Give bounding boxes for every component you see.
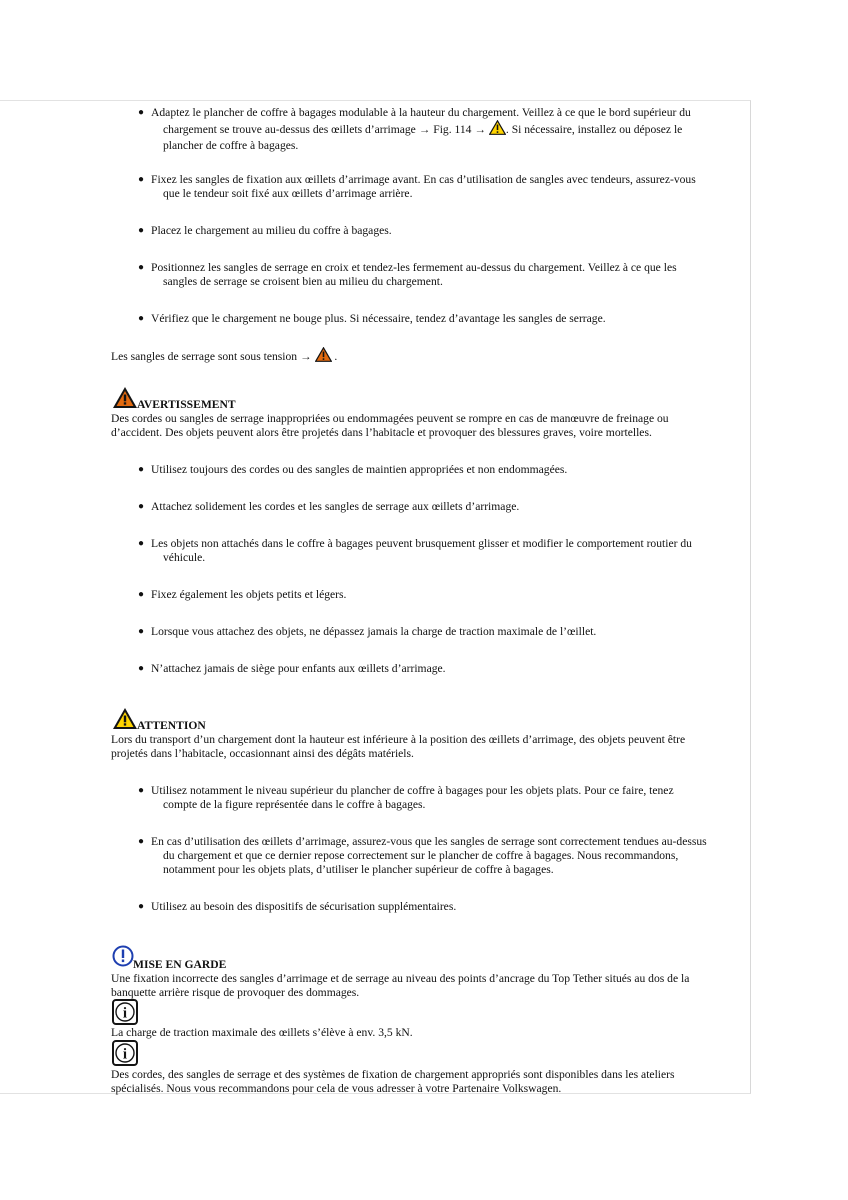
item-text: notamment pour les objets plats, d’utiliser le plancher supérieur de coffre à bagages. (163, 863, 554, 876)
warning-triangle-icon[interactable] (489, 120, 506, 139)
item-text: Vérifiez que le chargement ne bouge plus. Si nécessaire, tendez d’avantage les sangles de serrage. (151, 312, 606, 325)
paragraph-text: projetés dans l’habitacle, occasionnant ainsi des dégâts matériels. (111, 747, 414, 760)
info-icon (112, 1040, 138, 1066)
notice-paragraph (111, 972, 736, 1000)
info-icon (112, 999, 138, 1025)
item-text: Lorsque vous attachez des objets, ne dépassez jamais la charge de traction maximale de l’œillet. (151, 625, 597, 638)
section-heading: MISE EN GARDE (133, 958, 227, 971)
arrow: → (300, 350, 312, 363)
item-text: chargement se trouve au-dessus des œillets d’arrimage (163, 123, 416, 136)
item-text: sangles de serrage se croisent bien au milieu du chargement. (163, 275, 443, 288)
warning-icon (112, 386, 138, 413)
item-text: véhicule. (163, 551, 206, 564)
item-text: Utilisez au besoin des dispositifs de sécurisation supplémentaires. (151, 900, 457, 913)
paragraph-text: banquette arrière risque de provoquer des dommages. (111, 986, 360, 999)
item-text: plancher de coffre à bagages. (163, 139, 299, 152)
bullet: ● (138, 225, 145, 236)
arrow: → (474, 123, 486, 136)
item-text: compte de la figure représentée dans le coffre à bagages. (163, 798, 426, 811)
bullet: ● (138, 785, 145, 796)
bullet: ● (138, 262, 145, 273)
paragraph-text: d’accident. Des objets peuvent alors être projetés dans l’habitacle et provoquer des blessures graves, voire mortelles. (111, 426, 652, 439)
bullet: ● (138, 313, 145, 324)
paragraph-text: Les sangles de serrage sont sous tension (111, 350, 298, 363)
caution-icon (112, 707, 138, 734)
section-heading: ATTENTION (137, 719, 206, 732)
bullet: ● (138, 464, 145, 475)
item-text: du chargement et que ce dernier repose correctement sur le plancher de coffre à bagages. Nous recommandons, (163, 849, 679, 862)
figure-link[interactable]: Fig. 114 (433, 123, 472, 136)
item-text: Attachez solidement les cordes et les sangles de serrage aux œillets d’arrimage. (151, 500, 520, 513)
item-text: Utilisez notamment le niveau supérieur du plancher de coffre à bagages pour les objets plats. Pour ce faire, tenez (151, 784, 674, 797)
warning-triangle-icon[interactable] (315, 347, 332, 366)
info-letter: i (122, 1005, 128, 1022)
paragraph-text: Une fixation incorrecte des sangles d’arrimage et de serrage au niveau des points d’ancrage du Top Tether situés au dos de la (111, 972, 690, 985)
bullet: ● (138, 589, 145, 600)
item-text: Fixez également les objets petits et légers. (151, 588, 347, 601)
bullet: ● (138, 107, 145, 118)
warning-paragraph (111, 412, 736, 440)
bullet: ● (138, 836, 145, 847)
info-paragraph (111, 1068, 736, 1096)
bullet: ● (138, 501, 145, 512)
bullet: ● (138, 538, 145, 549)
paragraph-text: . (334, 350, 338, 363)
item-text: Adaptez le plancher de coffre à bagages modulable à la hauteur du chargement. Veillez à ce que le bord supérieur du (151, 106, 691, 119)
item-text: . Si nécessaire, installez ou déposez le (505, 123, 683, 136)
bullet: ● (138, 901, 145, 912)
item-text: Placez le chargement au milieu du coffre à bagages. (151, 224, 392, 237)
info-paragraph: La charge de traction maximale des œillets s’élève à env. 3,5 kN. (111, 1026, 413, 1039)
item-text: Utilisez toujours des cordes ou des sangles de maintien appropriées et non endommagées. (151, 463, 568, 476)
paragraph-text: Des cordes, des sangles de serrage et des systèmes de fixation de chargement appropriés sont disponibles dans les ateliers (111, 1068, 675, 1081)
section-heading: AVERTISSEMENT (137, 398, 236, 411)
bullet: ● (138, 174, 145, 185)
info-letter: i (122, 1046, 128, 1063)
item-text: Positionnez les sangles de serrage en croix et tendez-les fermement au-dessus du chargement. Veillez à ce que les (151, 261, 677, 274)
attention-paragraph (111, 733, 736, 761)
item-text: que le tendeur soit fixé aux œillets d’arrimage arrière. (163, 187, 413, 200)
bullet: ● (138, 626, 145, 637)
item-text: N’attachez jamais de siège pour enfants aux œillets d’arrimage. (151, 662, 446, 675)
notice-exclamation-icon (112, 945, 134, 971)
paragraph-text: spécialisés. Nous vous recommandons pour cela de vous adresser à votre Partenaire Volkswagen. (111, 1082, 562, 1095)
item-text: En cas d’utilisation des œillets d’arrimage, assurez-vous que les sangles de serrage sont correctement tendues au-dessus (151, 835, 707, 848)
paragraph-text: Lors du transport d’un chargement dont la hauteur est inférieure à la position des œillets d’arrimage, des objets peuvent être (111, 733, 686, 746)
paragraph-text: Des cordes ou sangles de serrage inappropriées ou endommagées peuvent se rompre en cas de manœuvre de freinage ou (111, 412, 669, 425)
item-text: Fixez les sangles de fixation aux œillets d’arrimage avant. En cas d’utilisation de sangles avec tendeurs, assurez-vous (151, 173, 696, 186)
item-text: Les objets non attachés dans le coffre à bagages peuvent brusquement glisser et modifier le comportement routier du (151, 537, 692, 550)
bullet: ● (138, 663, 145, 674)
tension-paragraph (111, 347, 736, 366)
arrow: → (418, 123, 431, 136)
